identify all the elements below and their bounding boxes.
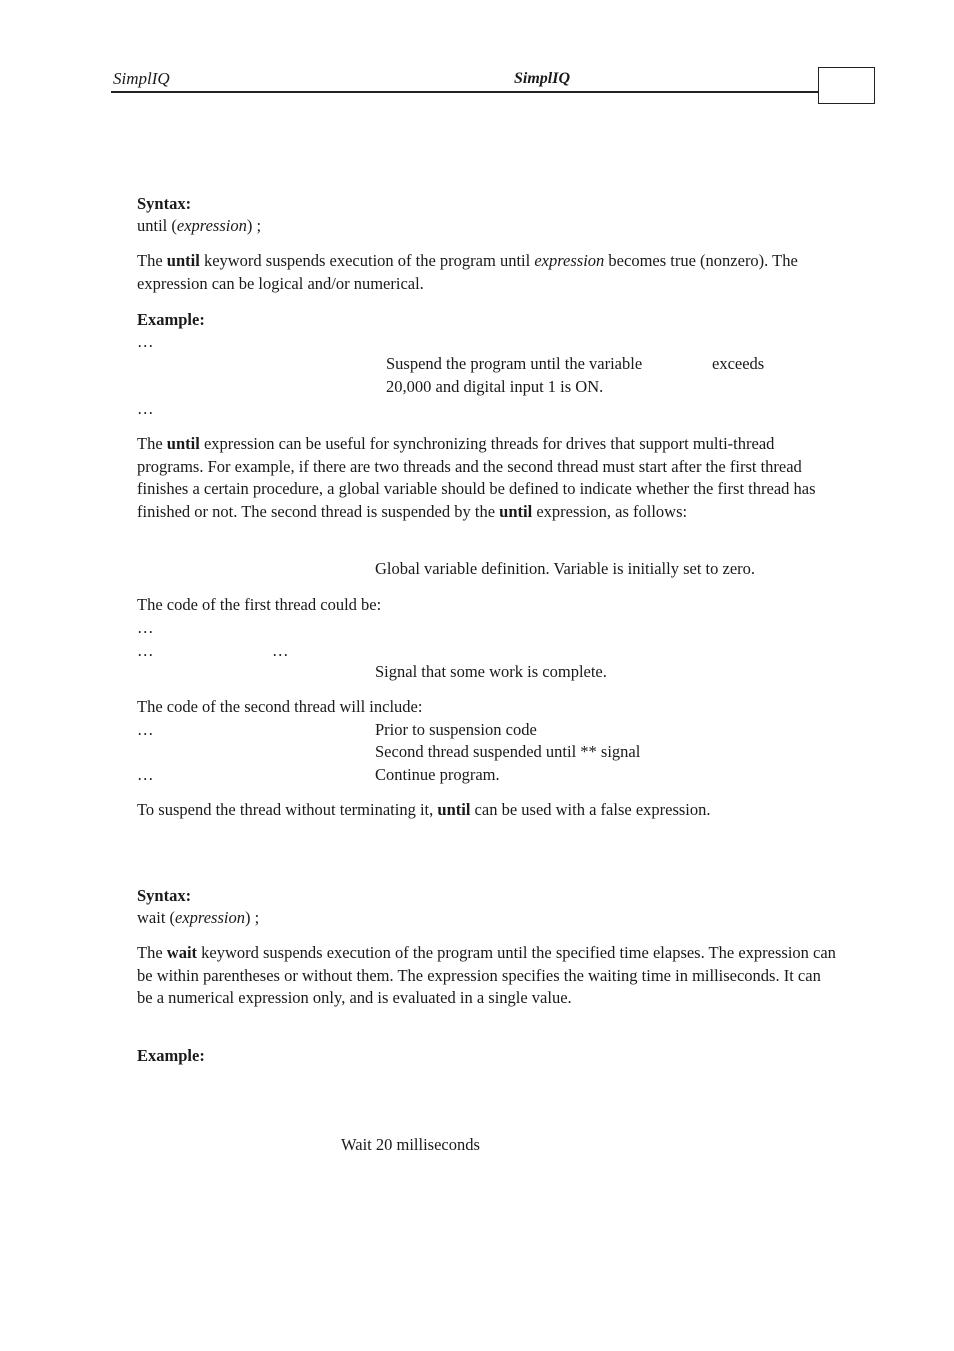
page-number-box — [818, 67, 875, 104]
code-comment: 20,000 and digital input 1 is ON. — [386, 377, 604, 396]
code-comment: Prior to suspension code — [375, 720, 537, 739]
code-comment: Second thread suspended until ** signal — [375, 742, 641, 761]
wait-example-label: Example: — [137, 1046, 205, 1065]
first-thread-intro: The code of the first thread could be: — [137, 595, 382, 614]
header-left-title: SimplIQ — [113, 69, 170, 88]
ellipsis: … — [137, 765, 154, 784]
until-syntax: until (expression) ; — [137, 216, 262, 235]
header-rule — [111, 91, 819, 93]
ellipsis: … — [137, 618, 154, 637]
second-thread-intro: The code of the second thread will include: — [137, 697, 423, 716]
ellipsis: … — [272, 641, 289, 660]
ellipsis: … — [137, 720, 154, 739]
code-comment: Global variable definition. Variable is initially set to zero. — [375, 559, 756, 578]
until-threads-paragraph: The until expression can be useful for synchronizing threads for drives that support multi-thread programs. For example, if there are two threads and the second thread must start after the first thread finishes a certain procedure, a global variable should be defined to indicate whether the first thread has finished or not. The second thread is suspended by the until expression, as follows: — [137, 434, 816, 521]
until-final-note: To suspend the thread without terminating it, until can be used with a false expression. — [137, 800, 711, 819]
wait-syntax-label: Syntax: — [137, 886, 192, 905]
until-description: The until keyword suspends execution of the program until expression becomes true (nonzero). The expression can be logical and/or numerical. — [137, 251, 798, 293]
header-center-title: SimplIQ — [514, 70, 571, 87]
code-comment: exceeds — [712, 354, 765, 373]
code-comment: Suspend the program until the variable — [386, 354, 643, 373]
code-comment: Continue program. — [375, 765, 500, 784]
ellipsis: … — [137, 641, 154, 660]
until-syntax-label: Syntax: — [137, 194, 192, 213]
wait-description: The wait keyword suspends execution of the program until the specified time elapses. The expression can be within parentheses or without them. The expression specifies the waiting time in milliseconds. It can be a numerical expression only, and is evaluated in a single value. — [137, 943, 836, 1007]
wait-syntax: wait (expression) ; — [137, 908, 260, 927]
until-example-label: Example: — [137, 310, 205, 329]
ellipsis: … — [137, 399, 154, 418]
code-comment: Wait 20 milliseconds — [341, 1135, 480, 1154]
code-comment: Signal that some work is complete. — [375, 662, 607, 681]
ellipsis: … — [137, 332, 154, 351]
